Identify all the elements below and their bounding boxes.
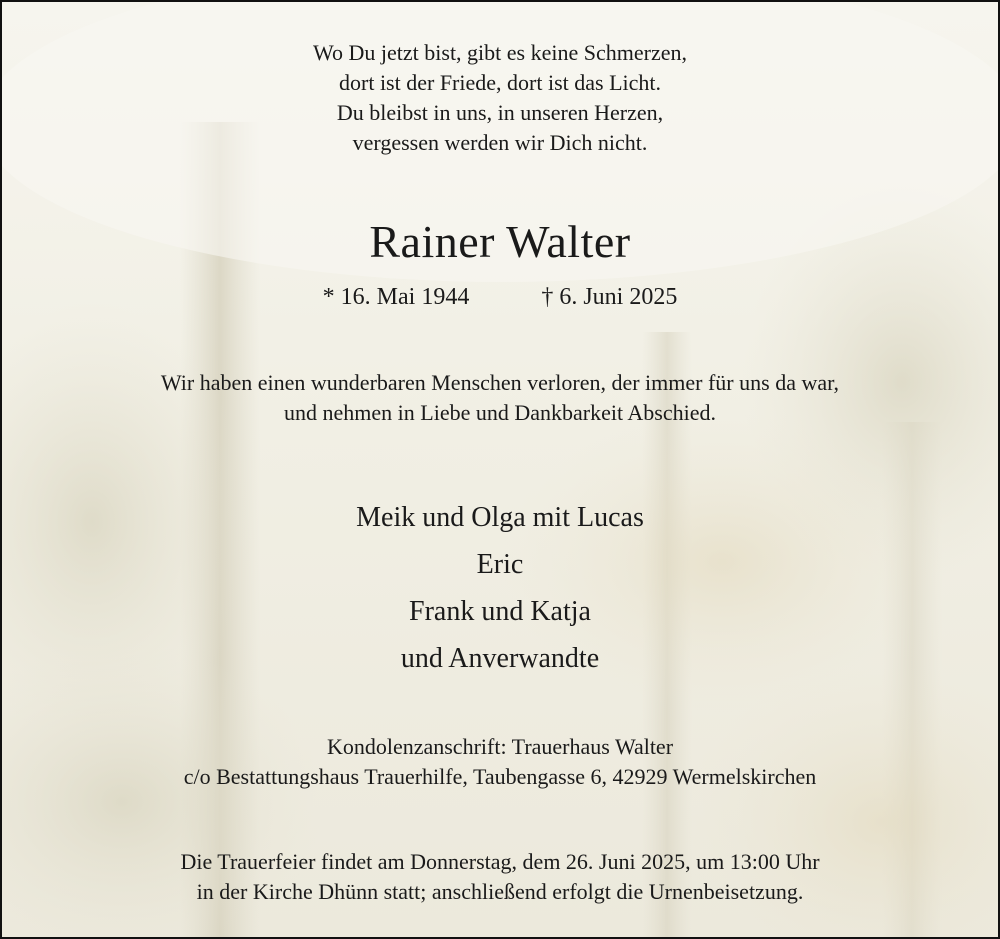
poem-line: Du bleibst in uns, in unseren Herzen,: [336, 100, 664, 125]
poem: [2, 38, 998, 158]
mourners-list: [2, 494, 998, 682]
poem-line: Wo Du jetzt bist, gibt es keine Schmerzen,: [313, 40, 687, 65]
message-line: Wir haben einen wunderbaren Menschen verloren, der immer für uns da war,: [160, 370, 840, 395]
life-dates: [2, 282, 998, 312]
service-line: Die Trauerfeier findet am Donnerstag, dem 26. Juni 2025, um 13:00 Uhr: [180, 849, 820, 874]
message-line: und nehmen in Liebe und Dankbarkeit Abschied.: [284, 400, 716, 425]
mourner: Eric: [476, 549, 524, 580]
farewell-message: [2, 368, 998, 428]
funeral-service-info: [2, 847, 998, 907]
condolence-address: [2, 732, 998, 792]
poem-line: vergessen werden wir Dich nicht.: [352, 130, 648, 155]
mourner: Meik und Olga mit Lucas: [356, 502, 644, 533]
obituary-text: [2, 2, 998, 937]
mourner: Frank und Katja: [409, 596, 591, 627]
deceased-name: Rainer Walter: [369, 216, 631, 267]
address-line: c/o Bestattungshaus Trauerhilfe, Taubengasse 6, 42929 Wermelskirchen: [183, 764, 817, 789]
service-line: in der Kirche Dhünn statt; anschließend erfolgt die Urnenbeisetzung.: [196, 879, 804, 904]
poem-line: dort ist der Friede, dort ist das Licht.: [339, 70, 661, 95]
birth-date: * 16. Mai 1944: [322, 284, 470, 310]
address-line: Kondolenzanschrift: Trauerhaus Walter: [326, 734, 674, 759]
mourner: und Anverwandte: [400, 643, 600, 674]
death-date: † 6. Juni 2025: [541, 284, 678, 310]
